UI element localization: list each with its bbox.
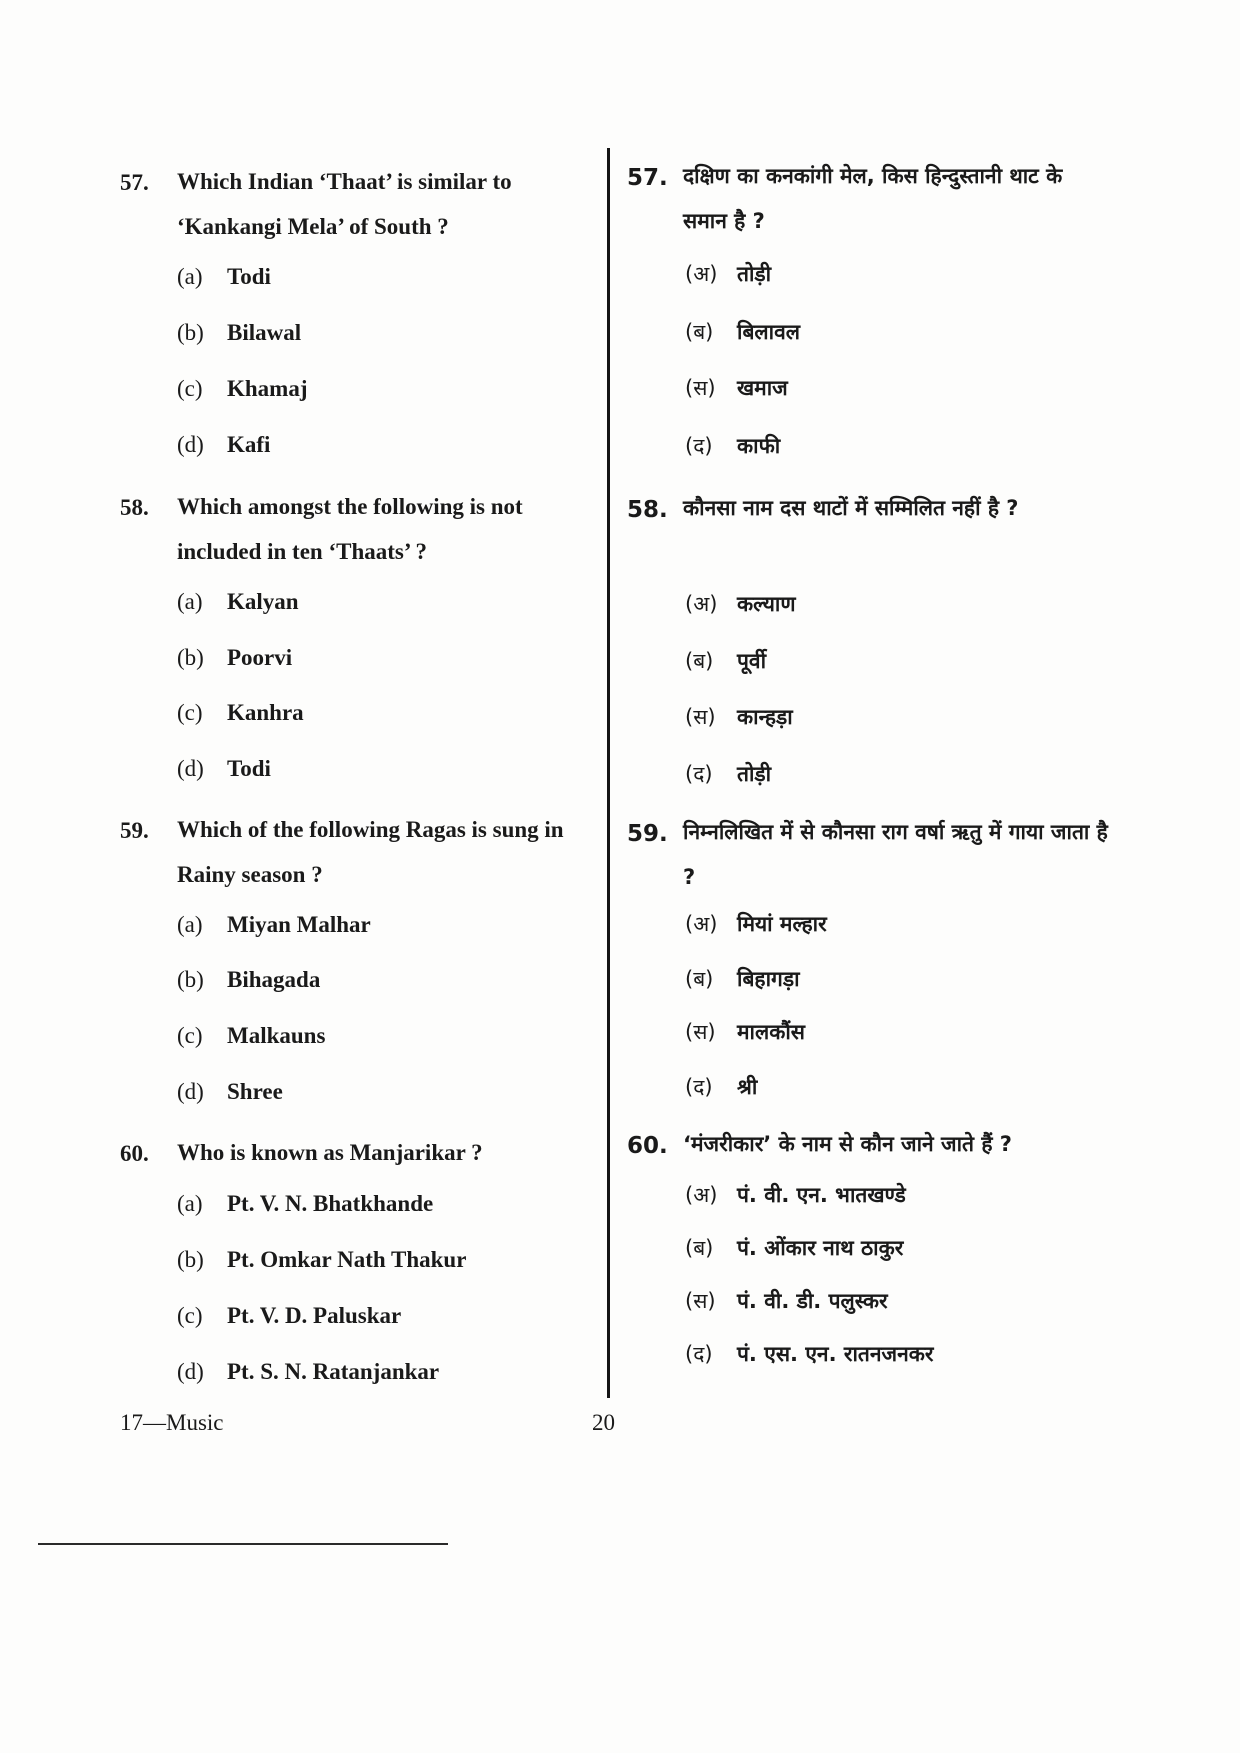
question-text: निम्नलिखित में से कौनसा राग वर्षा ऋतु में गाया जाता है ? bbox=[683, 820, 1108, 889]
question-text: Who is known as Manjarikar ? bbox=[177, 1140, 483, 1165]
option-label: (द) bbox=[685, 762, 713, 786]
question-number: 58. bbox=[627, 497, 668, 523]
option-text: बिलावल bbox=[737, 320, 801, 344]
option-label: (स) bbox=[685, 376, 716, 400]
option-text: Poorvi bbox=[227, 645, 293, 670]
option-text: Bihagada bbox=[227, 967, 321, 992]
option-label: (a) bbox=[177, 589, 203, 614]
question-number: 60. bbox=[627, 1133, 668, 1159]
option-text: पं. एस. एन. रातनजनकर bbox=[737, 1342, 934, 1366]
option-label: (b) bbox=[177, 1247, 204, 1272]
option-text: Miyan Malhar bbox=[227, 912, 371, 937]
option-label: (c) bbox=[177, 376, 203, 401]
option-label: (अ) bbox=[685, 262, 718, 286]
page-number: 20 bbox=[592, 1410, 615, 1435]
option-text: मालकौंस bbox=[737, 1020, 805, 1044]
column-divider bbox=[607, 148, 610, 1398]
option-text: Pt. V. D. Paluskar bbox=[227, 1303, 402, 1328]
option-label: (स) bbox=[685, 705, 716, 729]
option-text: पं. वी. एन. भातखण्डे bbox=[737, 1183, 906, 1207]
option-text: Todi bbox=[227, 264, 271, 289]
option-label: (द) bbox=[685, 1075, 713, 1099]
option-text: बिहागड़ा bbox=[737, 967, 800, 991]
question-number: 59. bbox=[627, 821, 668, 847]
option-label: (स) bbox=[685, 1289, 716, 1313]
question-number: 57. bbox=[627, 165, 668, 191]
option-label: (d) bbox=[177, 1359, 204, 1384]
option-label: (a) bbox=[177, 1191, 203, 1216]
option-label: (स) bbox=[685, 1020, 716, 1044]
paper-code: 17—Music bbox=[120, 1410, 224, 1435]
option-text: तोड़ी bbox=[737, 262, 772, 286]
option-text: पूर्वी bbox=[737, 649, 767, 673]
question-text: कौनसा नाम दस थाटों में सम्मिलित नहीं है ? bbox=[683, 496, 1019, 520]
question-number: 57. bbox=[120, 170, 149, 195]
option-label: (b) bbox=[177, 645, 204, 670]
option-text: कल्याण bbox=[737, 592, 796, 616]
option-text: पं. ओंकार नाथ ठाकुर bbox=[737, 1236, 904, 1260]
option-label: (अ) bbox=[685, 592, 718, 616]
option-label: (d) bbox=[177, 1079, 204, 1104]
option-label: (ब) bbox=[685, 320, 714, 344]
option-text: Pt. S. N. Ratanjankar bbox=[227, 1359, 440, 1384]
option-label: (a) bbox=[177, 912, 203, 937]
option-text: Kalyan bbox=[227, 589, 299, 614]
option-text: Bilawal bbox=[227, 320, 302, 345]
question-text: Which amongst the following is not included in ten ‘Thaats’ ? bbox=[177, 494, 523, 564]
option-text: Malkauns bbox=[227, 1023, 326, 1048]
option-text: कान्हड़ा bbox=[737, 705, 793, 729]
option-label: (c) bbox=[177, 700, 203, 725]
option-text: तोड़ी bbox=[737, 762, 772, 786]
option-label: (ब) bbox=[685, 1236, 714, 1260]
option-text: काफी bbox=[737, 434, 781, 458]
option-label: (c) bbox=[177, 1023, 203, 1048]
option-label: (द) bbox=[685, 434, 713, 458]
option-label: (d) bbox=[177, 432, 204, 457]
question-text: Which of the following Ragas is sung in Rainy season ? bbox=[177, 817, 564, 887]
option-label: (अ) bbox=[685, 912, 718, 936]
question-text: ‘मंजरीकार’ के नाम से कौन जाने जाते हैं ? bbox=[683, 1132, 1012, 1156]
option-text: Khamaj bbox=[227, 376, 308, 401]
option-text: Kanhra bbox=[227, 700, 304, 725]
option-label: (d) bbox=[177, 756, 204, 781]
option-text: श्री bbox=[737, 1075, 758, 1099]
option-text: Pt. V. N. Bhatkhande bbox=[227, 1191, 434, 1216]
option-label: (b) bbox=[177, 320, 204, 345]
option-label: (द) bbox=[685, 1342, 713, 1366]
option-label: (ब) bbox=[685, 967, 714, 991]
option-label: (ब) bbox=[685, 649, 714, 673]
footer-rule bbox=[38, 1543, 448, 1545]
option-text: मियां मल्हार bbox=[737, 912, 827, 936]
option-text: पं. वी. डी. पलुस्कर bbox=[737, 1289, 888, 1313]
option-label: (c) bbox=[177, 1303, 203, 1328]
option-text: Todi bbox=[227, 756, 271, 781]
option-text: Pt. Omkar Nath Thakur bbox=[227, 1247, 467, 1272]
question-number: 59. bbox=[120, 818, 149, 843]
option-text: खमाज bbox=[737, 376, 788, 400]
option-label: (अ) bbox=[685, 1183, 718, 1207]
option-label: (b) bbox=[177, 967, 204, 992]
question-text: दक्षिण का कनकांगी मेल, किस हिन्दुस्तानी थाट के समान है ? bbox=[683, 164, 1063, 233]
question-number: 60. bbox=[120, 1141, 149, 1166]
option-label: (a) bbox=[177, 264, 203, 289]
option-text: Shree bbox=[227, 1079, 283, 1104]
question-text: Which Indian ‘Thaat’ is similar to ‘Kankangi Mela’ of South ? bbox=[177, 169, 512, 239]
option-text: Kafi bbox=[227, 432, 271, 457]
question-number: 58. bbox=[120, 495, 149, 520]
